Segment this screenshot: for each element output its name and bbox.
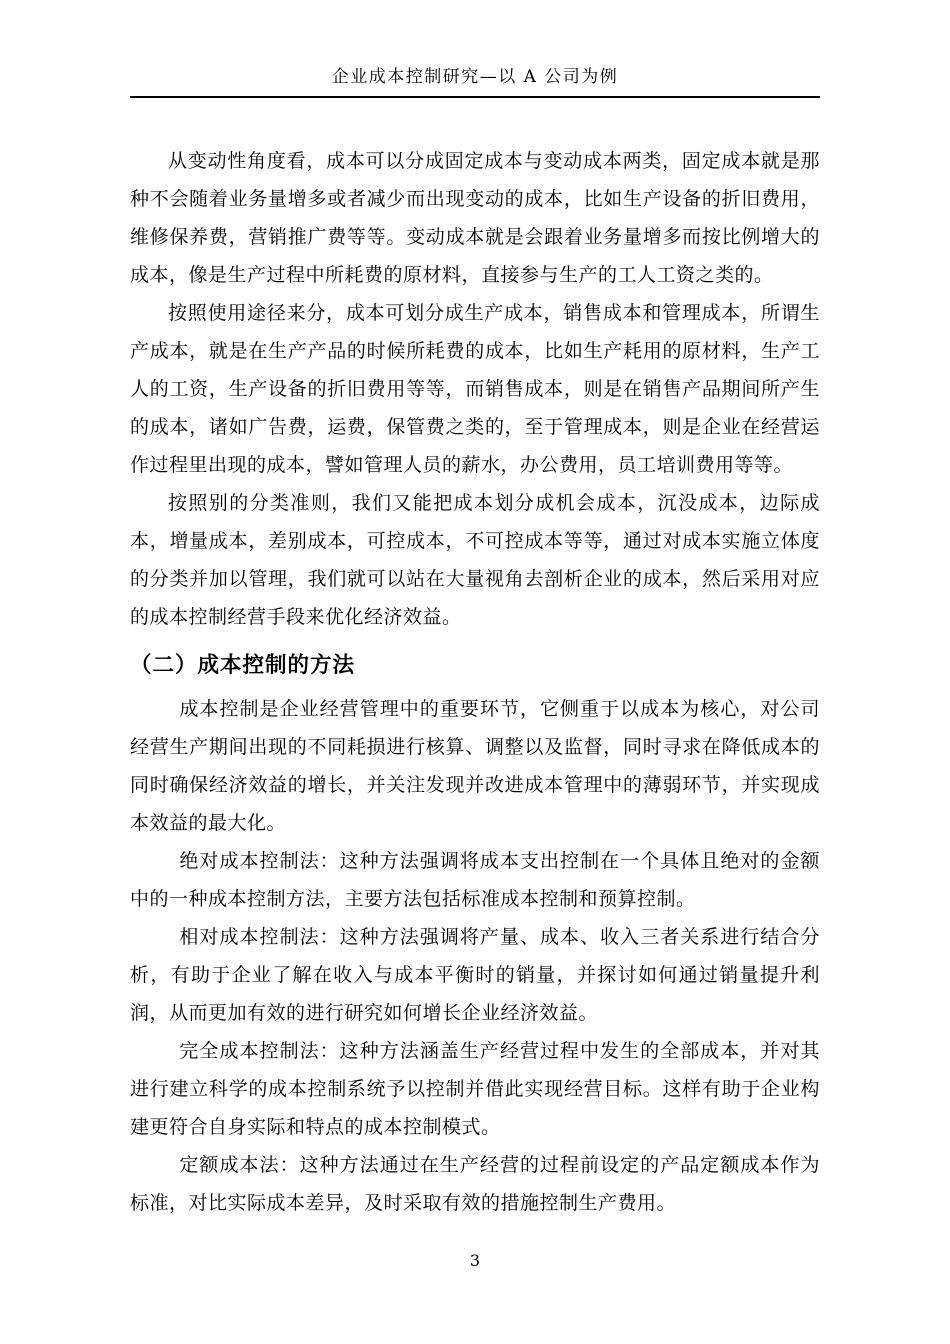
section-heading: （二）成本控制的方法 xyxy=(130,653,356,677)
method-paragraph-relative: 相对成本控制法：这种方法强调将产量、成本、收入三者关系进行结合分析，有助于企业了解在收入与成本平衡时的销量，并探讨如何通过销量提升利润，从而更加有效的进行研究如何增长企业经济效益。 xyxy=(130,926,820,1024)
intro-paragraph-1: 从变动性角度看，成本可以分成固定成本与变动成本两类，固定成本就是那种不会随着业务量增多或者减少而出现变动的成本，比如生产设备的折旧费用，维修保养费，营销推广费等等。变动成本就是会跟着业务量增多而按比例增大的成本，像是生产过程中所耗费的原材料，直接参与生产的工人工资之类的。 xyxy=(130,150,820,286)
method-paragraph-quota: 定额成本法：这种方法通过在生产经营的过程前设定的产品定额成本作为标准，对比实际成本差异，及时采取有效的措施控制生产费用。 xyxy=(130,1154,820,1214)
header-title: 企业成本控制研究—以 A 公司为例 xyxy=(331,67,619,87)
page-footer xyxy=(0,1251,950,1270)
intro-paragraph-2: 按照使用途径来分，成本可划分成生产成本，销售成本和管理成本，所谓生产成本，就是在生产产品的时候所耗费的成本，比如生产耗用的原材料，生产工人的工资，生产设备的折旧费用等等，而销售成本，则是在销售产品期间所产生的成本，诸如广告费，运费，保管费之类的，至于管理成本，则是企业在经营运作过程里出现的成本，譬如管理人员的薪水，办公费用，员工培训费用等等。 xyxy=(130,302,820,476)
method-paragraph-absolute: 绝对成本控制法：这种方法强调将成本支出控制在一个具体且绝对的金额中的一种成本控制方法，主要方法包括标准成本控制和预算控制。 xyxy=(130,850,820,910)
intro-paragraph-3: 按照别的分类准则，我们又能把成本划分成机会成本，沉没成本，边际成本，增量成本，差别成本，可控成本，不可控成本等等，通过对成本实施立体度的分类并加以管理，我们就可以站在大量视角去剖析企业的成本，然后采用对应的成本控制经营手段来优化经济效益。 xyxy=(130,492,820,628)
page-number: 3 xyxy=(469,1251,481,1270)
page-header xyxy=(130,62,820,98)
method-paragraph-full: 完全成本控制法：这种方法涵盖生产经营过程中发生的全部成本，并对其进行建立科学的成本控制系统予以控制并借此实现经营目标。这样有助于企业构建更符合自身实际和特点的成本控制模式。 xyxy=(130,1040,820,1138)
document-body xyxy=(130,142,820,1222)
method-paragraph-overview: 成本控制是企业经营管理中的重要环节，它侧重于以成本为核心，对公司经营生产期间出现的不同耗损进行核算、调整以及监督，同时寻求在降低成本的同时确保经济效益的增长，并关注发现并改进成本管理中的薄弱环节，并实现成本效益的最大化。 xyxy=(130,698,820,834)
